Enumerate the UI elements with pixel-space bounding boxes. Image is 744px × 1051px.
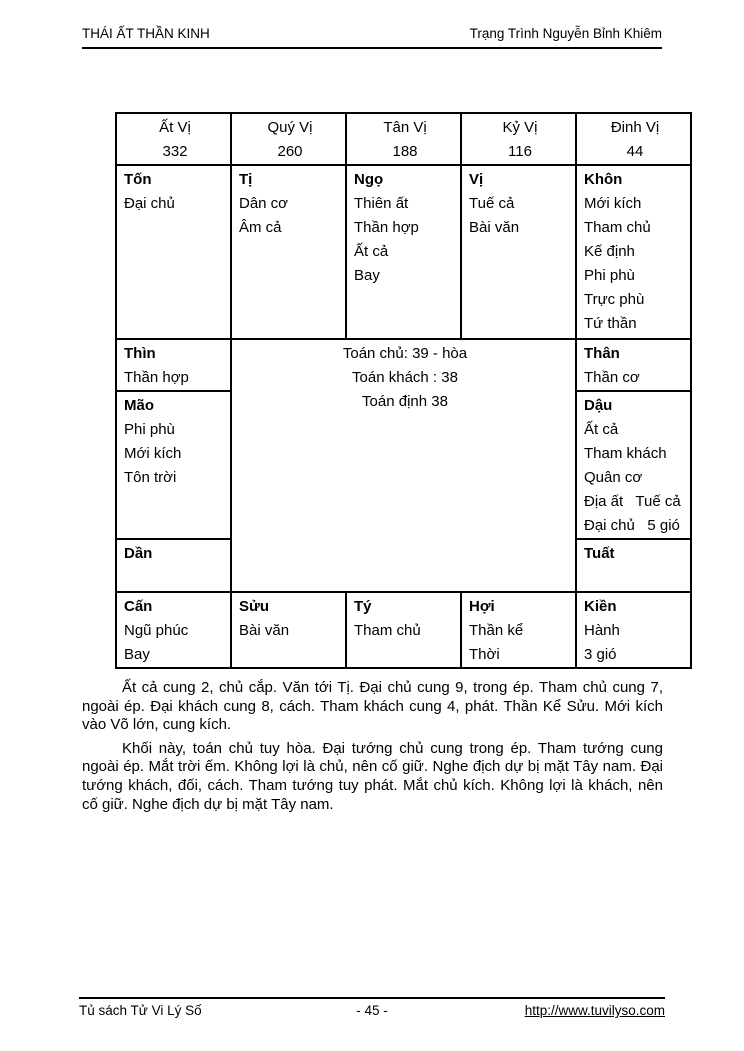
palace-item: Tứ thần (584, 315, 637, 332)
palace-item: Phi phù (124, 421, 175, 438)
palace-title: Thân (584, 345, 620, 362)
footer-page-number: - 45 - (356, 1003, 388, 1018)
stem-label: Ất Vị (159, 119, 191, 136)
palace-item: Kế định (584, 243, 635, 260)
palace-item: Dân cơ (239, 195, 289, 212)
palace-title: Tốn (124, 171, 152, 188)
palace-item: Tham khách (584, 445, 667, 462)
palace-item: Đại chủ (124, 195, 175, 212)
stem-value: 188 (392, 143, 418, 160)
palace-cell-than (576, 339, 691, 391)
header-book-title: THÁI ẤT THẦN KINH (82, 26, 210, 41)
palace-item: Ất cả (354, 243, 389, 260)
stem-value: 260 (277, 143, 303, 160)
palace-cell-suu (231, 592, 346, 668)
palace-item: Thời (469, 646, 500, 663)
palace-title: Mão (124, 397, 154, 414)
palace-title: Kiền (584, 598, 617, 615)
palace-item: Bài văn (469, 219, 520, 236)
palace-cell-dau (576, 391, 691, 539)
palace-title: Thìn (124, 345, 156, 362)
toan-khach-line: Toán khách : 38 (352, 369, 458, 386)
palace-item: Phi phù (584, 267, 635, 284)
palace-cell-ti (231, 165, 346, 339)
palace-item: Hành (584, 622, 620, 639)
palace-item: Mới kích (124, 445, 182, 462)
palace-item: Đại chủ 5 gió (584, 517, 680, 534)
palace-cell-vi (461, 165, 576, 339)
palace-item: Tôn trời (124, 469, 177, 486)
palace-item: Thần hợp (124, 369, 189, 386)
palace-item: Thần hợp (354, 219, 419, 236)
palace-item: Quân cơ (584, 469, 643, 486)
palace-item: Ngũ phúc (124, 622, 189, 639)
palace-row-bottom (116, 592, 691, 668)
stem-cell-ky (461, 113, 576, 165)
palace-item: Mới kích (584, 195, 642, 212)
palace-item: Âm cả (239, 219, 282, 236)
palace-title: Hợi (469, 598, 495, 615)
stem-label: Đinh Vị (610, 119, 660, 136)
stem-value: 44 (626, 143, 644, 160)
palace-item: Ất cả (584, 421, 619, 438)
palace-title: Cấn (124, 598, 153, 615)
palace-item: Thần cơ (584, 369, 640, 386)
palace-item: 3 gió (584, 646, 617, 663)
palace-cell-hoi (461, 592, 576, 668)
palace-cell-kien (576, 592, 691, 668)
stem-cell-tan (346, 113, 461, 165)
page-footer (79, 997, 665, 1018)
palace-title: Khôn (584, 171, 623, 188)
palace-cell-dan (116, 539, 231, 592)
stem-row (116, 113, 691, 165)
palace-item: Tham chủ (354, 622, 421, 639)
stem-cell-at (116, 113, 231, 165)
stem-label: Quý Vị (267, 119, 313, 136)
palace-item: Thần kể (469, 622, 524, 639)
palace-title: Dậu (584, 397, 613, 414)
palace-item: Thiên ất (354, 195, 409, 212)
palace-cell-ngo (346, 165, 461, 339)
palace-title: Tý (354, 598, 372, 615)
footer-website-link[interactable]: http://www.tuvilyso.com (524, 1003, 665, 1018)
palace-title: Ngọ (354, 171, 384, 188)
toan-chu-line: Toán chủ: 39 - hòa (342, 345, 468, 362)
palace-title: Sửu (239, 598, 270, 615)
palace-title: Tị (239, 171, 253, 188)
palace-cell-thin (116, 339, 231, 391)
palace-cell-tuat (576, 539, 691, 592)
palace-item: Bay (354, 267, 380, 284)
palace-item: Địa ất Tuế cả (584, 493, 681, 510)
page-header (82, 26, 662, 49)
palace-item: Bay (124, 646, 150, 663)
palace-title: Dần (124, 545, 153, 562)
thai-at-chart-table (115, 112, 692, 669)
stem-value: 332 (162, 143, 188, 160)
paragraph: Khối này, toán chủ tuy hòa. Đại tướng chủ cung trong ép. Tham tướng cung ngoài ép. Mắt trời ếm. Không lợi là chủ, nên cố giữ. Nghe địch dự bị mặt Tây nam. Đại tướng khách, đối, cách. Tham tướng tuy phát. Mắt chủ kích. Không lợi là khách, nên cố giữ. Nghe địch dự bị mặt Tây nam. (82, 739, 663, 813)
stem-value: 116 (508, 143, 532, 160)
palace-item: Tuế cả (469, 195, 515, 212)
palace-cell-can (116, 592, 231, 668)
center-summary-cell (231, 339, 576, 592)
palace-title: Vị (469, 171, 484, 188)
toan-dinh-line: Toán định 38 (362, 393, 448, 410)
palace-cell-mao (116, 391, 231, 539)
palace-cell-ty (346, 592, 461, 668)
palace-title: Tuất (584, 545, 615, 562)
palace-cell-khon (576, 165, 691, 339)
stem-label: Tân Vị (383, 119, 427, 136)
palace-row-top (116, 165, 691, 339)
stem-cell-dinh (576, 113, 691, 165)
palace-item: Bài văn (239, 622, 290, 639)
commentary-text (82, 679, 663, 819)
stem-cell-quy (231, 113, 346, 165)
footer-series-title: Tủ sách Tử Vi Lý Số (79, 1003, 202, 1018)
stem-label: Kỷ Vị (502, 119, 538, 136)
palace-item: Trực phù (584, 291, 645, 308)
paragraph: Ất cả cung 2, chủ cắp. Văn tới Tị. Đại chủ cung 9, trong ép. Tham chủ cung 7, ngoài ép. Đại khách cung 8, cách. Tham khách cung 4, phát. Thần Kể Sửu. Mới kích vào Võ lớn, cung kích. (82, 679, 663, 734)
header-author: Trạng Trình Nguyễn Bỉnh Khiêm (469, 26, 662, 41)
palace-item: Tham chủ (584, 219, 651, 236)
palace-cell-ton (116, 165, 231, 339)
palace-row-mid1 (116, 339, 691, 391)
